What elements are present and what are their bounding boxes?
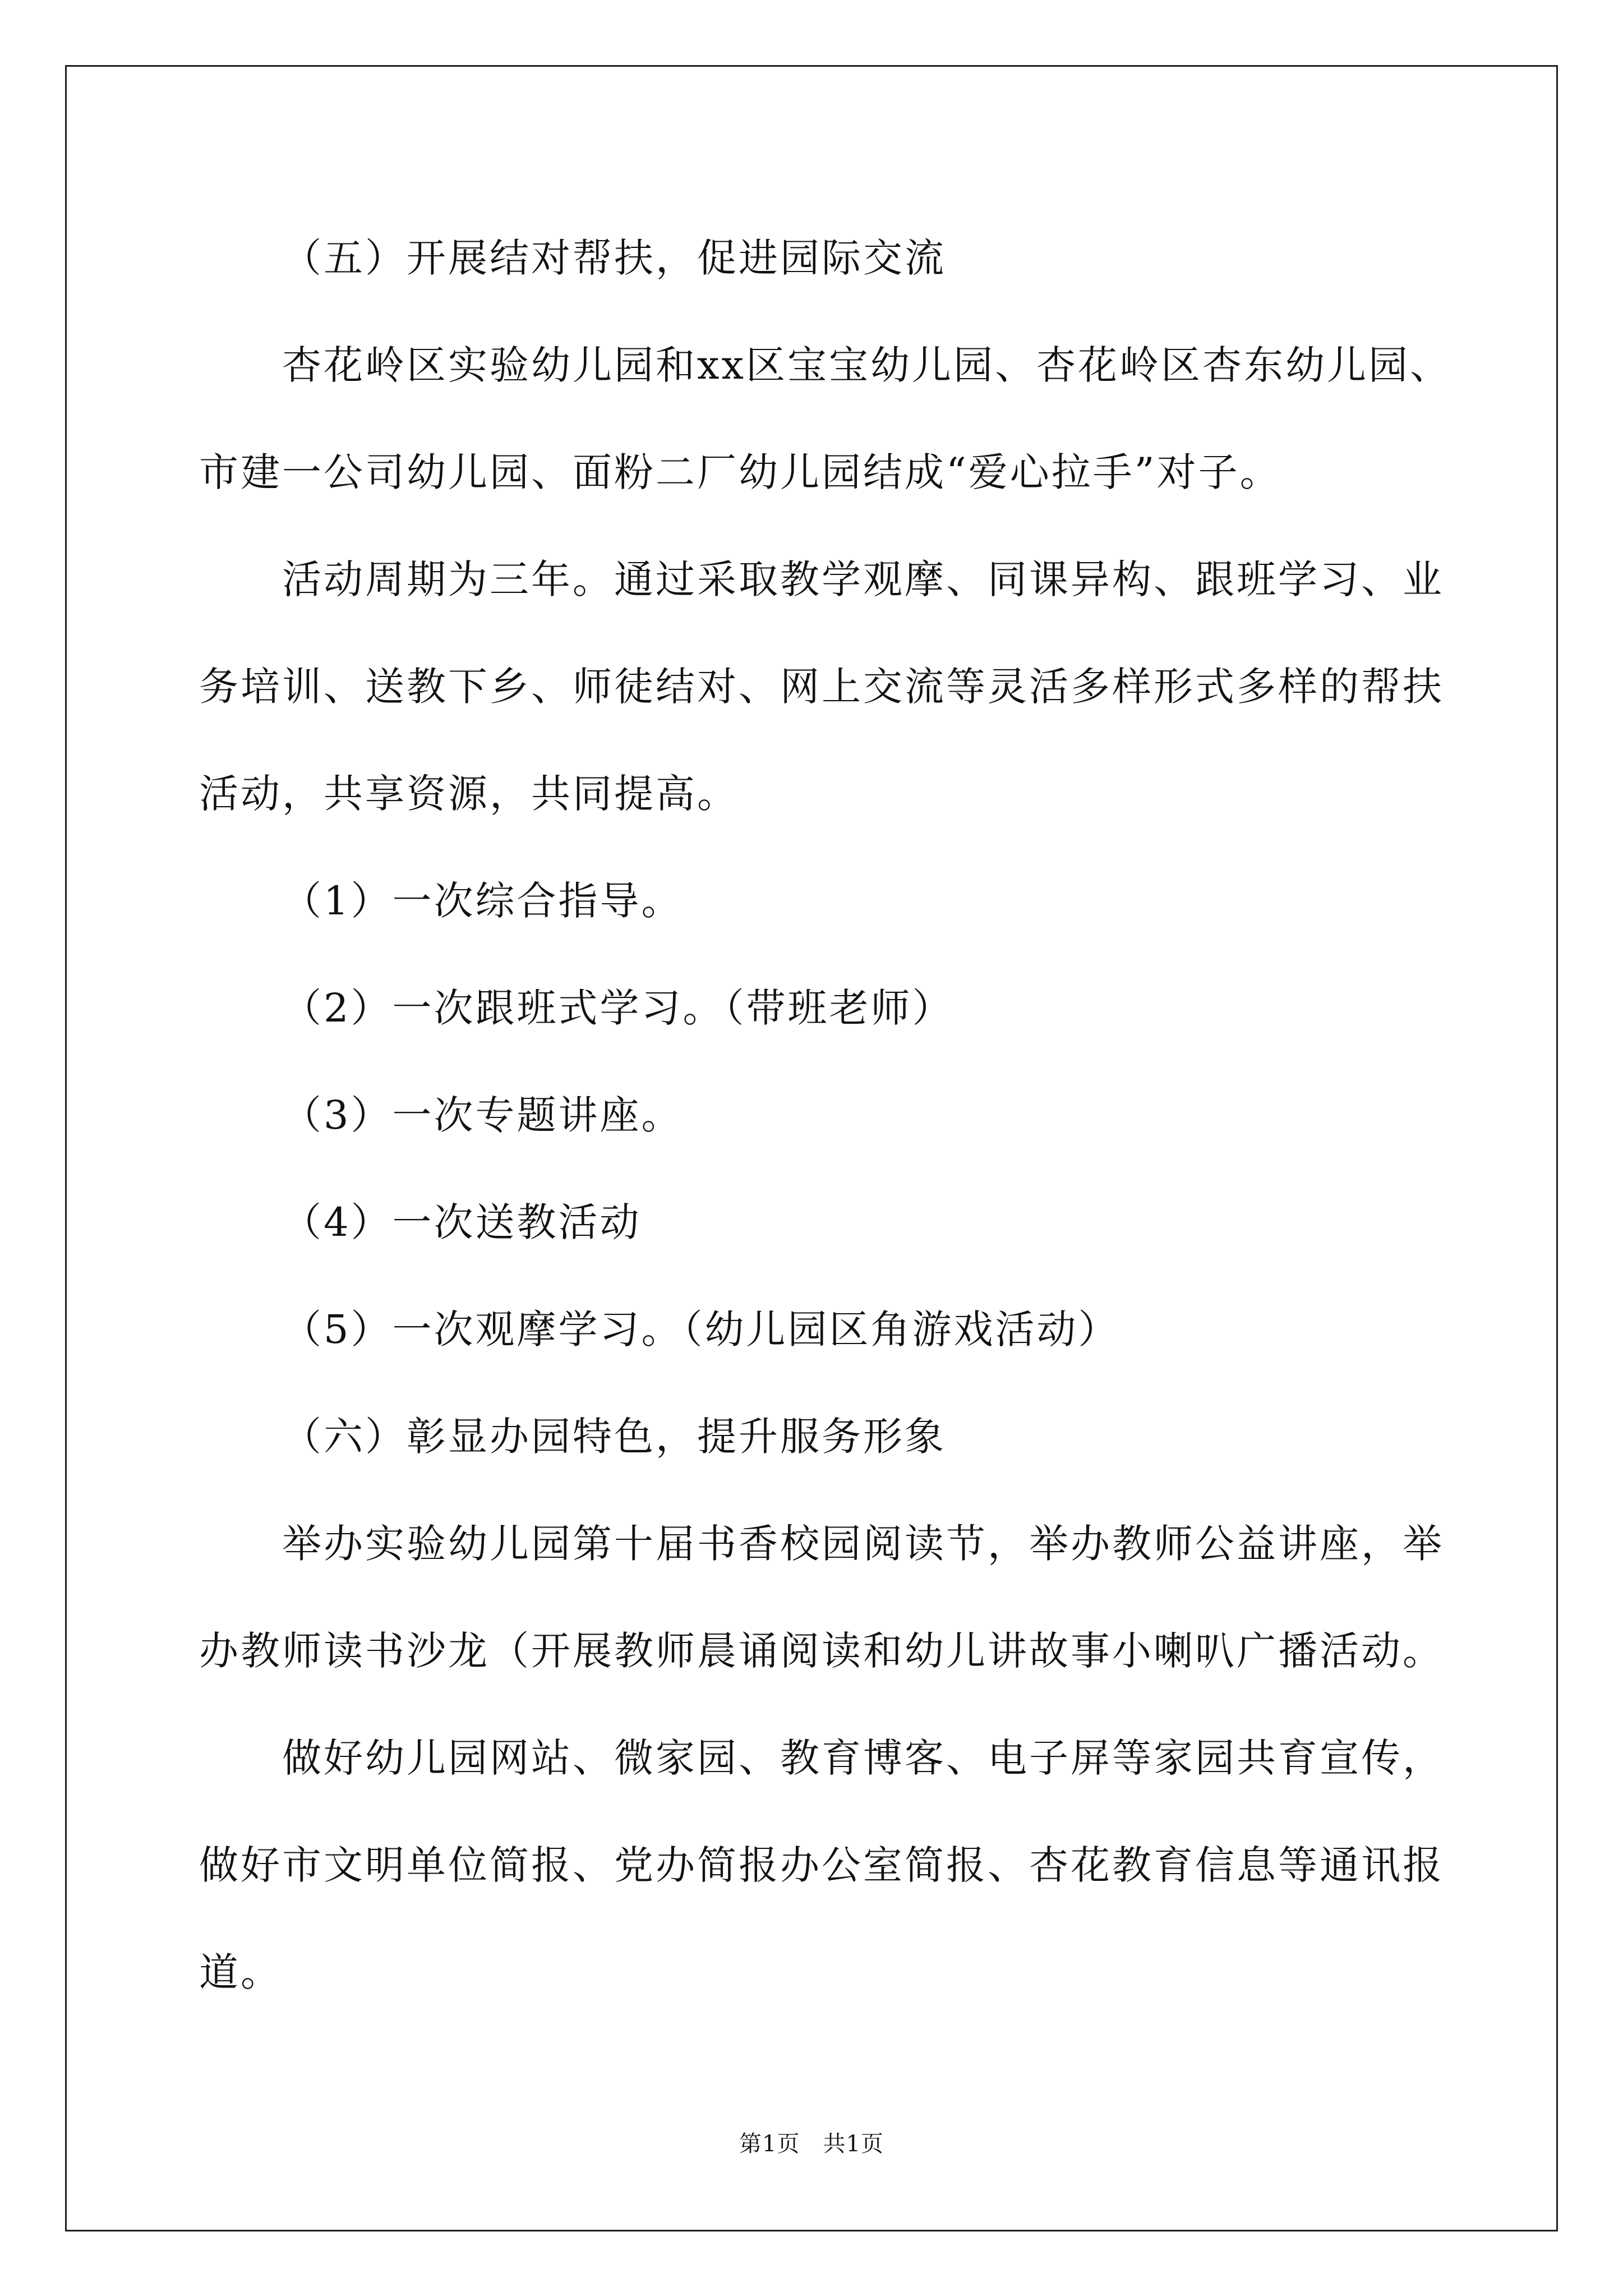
text-line: 市建一公司幼儿园、面粉二厂幼儿园结成“爱心拉手”对子。: [199, 449, 1281, 495]
paragraph-publicity: [199, 1705, 1444, 2026]
text-line: （4）一次送教活动: [282, 1199, 642, 1245]
text-line: 办教师读书沙龙（开展教师晨诵阅读和幼儿讲故事小喇叭广播活动。: [199, 1628, 1444, 1674]
list-item-5: [199, 1276, 1438, 1383]
text-line: （5）一次观摩学习。（幼儿园区角游戏活动）: [282, 1306, 1120, 1352]
list-item-1: [199, 848, 1438, 955]
text-line: （1）一次综合指导。: [282, 878, 683, 924]
section-heading-5: [199, 205, 1438, 312]
text-line: 活动，共享资源，共同提高。: [199, 771, 739, 817]
text-line: 举办实验幼儿园第十届书香校园阅读节，举办教师公益讲座，举: [282, 1521, 1444, 1567]
text-line: 做好幼儿园网站、微家园、教育博客、电子屏等家园共育宣传，: [282, 1735, 1444, 1781]
text-line: （3）一次专题讲座。: [282, 1092, 683, 1138]
text-line: （六）彰显办园特色，提升服务形象: [282, 1414, 946, 1460]
list-item-2: [199, 955, 1438, 1062]
text-line: 做好市文明单位简报、党办简报办公室简报、杏花教育信息等通讯报: [199, 1842, 1444, 1888]
text-line: （2）一次跟班式学习。（带班老师）: [282, 985, 954, 1031]
paragraph-pairing: [199, 312, 1451, 526]
list-item-3: [199, 1062, 1438, 1169]
text-line: 杏花岭区实验幼儿园和xx区宝宝幼儿园、杏花岭区杏东幼儿园、: [282, 342, 1451, 388]
document-body: [199, 205, 1451, 2026]
paragraph-reading-festival: [199, 1490, 1444, 1705]
list-item-4: [199, 1169, 1438, 1276]
text-line: 道。: [199, 1949, 282, 1995]
paragraph-activity-cycle: [199, 526, 1444, 848]
text-line: （五）开展结对帮扶，促进园际交流: [282, 235, 946, 281]
text-line: 务培训、送教下乡、师徒结对、网上交流等灵活多样形式多样的帮扶: [199, 664, 1444, 710]
section-heading-6: [199, 1383, 1438, 1490]
text-line: 活动周期为三年。通过采取教学观摩、同课异构、跟班学习、业: [282, 556, 1444, 602]
page-footer: 第1页 共1页: [739, 2131, 884, 2157]
